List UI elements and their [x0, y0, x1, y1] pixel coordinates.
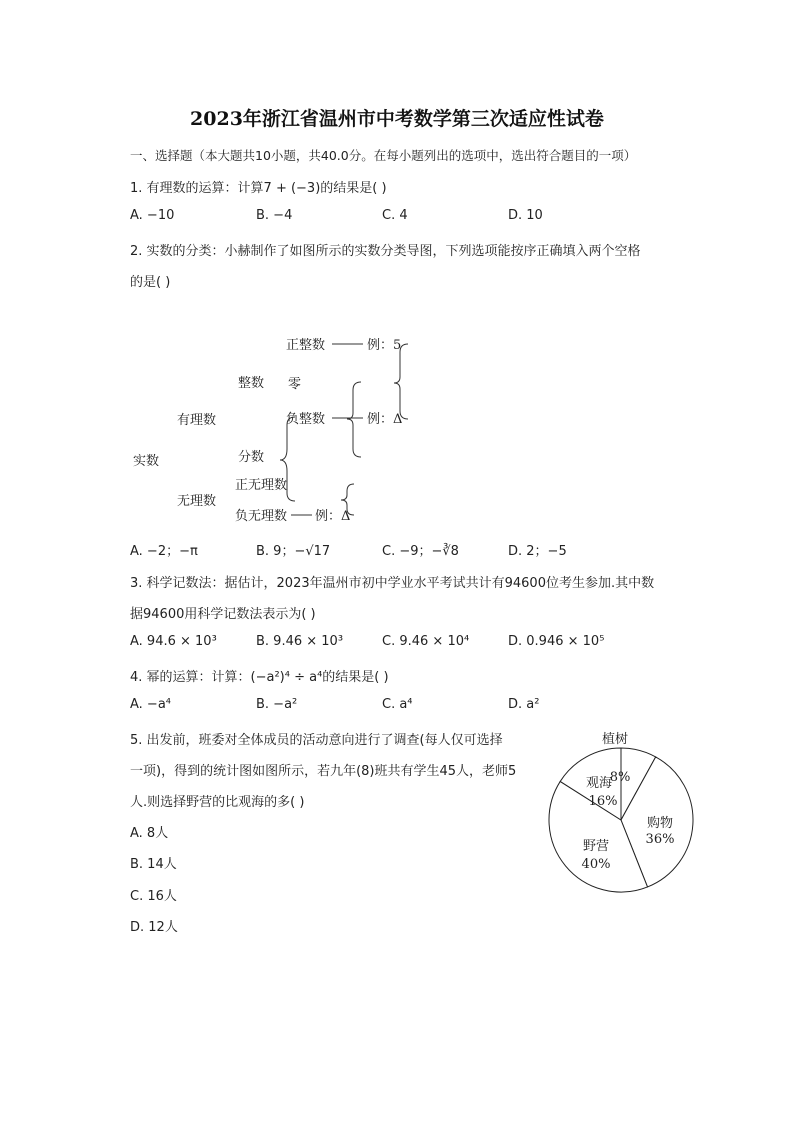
q4-option-c[interactable]: C. a⁴: [382, 697, 413, 712]
activity-pie-chart: [545, 725, 705, 905]
section-heading: 一、选择题（本大题共10小题，共40.0分。在每小题列出的选项中，选出符合题目的一项）: [130, 148, 637, 163]
tree-zero: 零: [288, 377, 302, 392]
real-number-classification-diagram: [125, 325, 425, 530]
tree-fraction: 分数: [238, 450, 265, 465]
tree-negative-irrational-example: 例：Δ: [315, 509, 351, 524]
q3-option-c[interactable]: C. 9.46 × 10⁴: [382, 634, 470, 649]
q3-option-a[interactable]: A. 94.6 × 10³: [130, 634, 217, 649]
tree-positive-integer-example: 例：5: [367, 338, 402, 353]
question-5-stem-line2: 一项)，得到的统计图如图所示，若九年(8)班共有学生45人，老师5: [130, 764, 517, 779]
tree-negative-integer: 负整数: [286, 412, 326, 427]
question-1-stem: 1. 有理数的运算：计算7 + (−3)的结果是( ): [130, 181, 387, 196]
pie-value-3: 16%: [588, 794, 618, 809]
q5-option-c[interactable]: C. 16人: [130, 889, 177, 904]
pie-value-2: 40%: [581, 857, 611, 872]
q1-option-a[interactable]: A. −10: [130, 208, 175, 223]
q2-option-d[interactable]: D. 2；−5: [508, 544, 567, 559]
tree-negative-integer-example: 例：Δ: [367, 412, 403, 427]
q3-option-b[interactable]: B. 9.46 × 10³: [256, 634, 344, 649]
q1-option-c[interactable]: C. 4: [382, 208, 408, 223]
q2-option-c[interactable]: C. −9；−∛8: [382, 544, 459, 559]
q2-option-b[interactable]: B. 9；−√17: [256, 544, 331, 559]
question-3-stem-line2: 据94600用科学记数法表示为( ): [130, 607, 316, 622]
page-title: 2023年浙江省温州市中考数学第三次适应性试卷: [190, 108, 604, 130]
question-5-stem-line3: 人.则选择野营的比观海的多( ): [130, 795, 305, 810]
question-2-stem-line2: 的是( ): [130, 275, 171, 290]
q5-option-d[interactable]: D. 12人: [130, 920, 178, 935]
q5-option-a[interactable]: A. 8人: [130, 826, 169, 841]
pie-value-1: 36%: [645, 832, 675, 847]
tree-integer: 整数: [238, 376, 265, 391]
tree-positive-integer: 正整数: [286, 338, 326, 353]
tree-irrational: 无理数: [177, 494, 217, 509]
tree-root: 实数: [133, 454, 160, 469]
pie-label-0: 植树: [601, 732, 629, 747]
q3-option-d[interactable]: D. 0.946 × 10⁵: [508, 634, 605, 649]
pie-label-3: 观海: [585, 776, 613, 791]
q1-option-d[interactable]: D. 10: [508, 208, 543, 223]
question-5-stem-line1: 5. 出发前，班委对全体成员的活动意向进行了调查(每人仅可选择: [130, 733, 503, 748]
q1-option-b[interactable]: B. −4: [256, 208, 293, 223]
q4-option-b[interactable]: B. −a²: [256, 697, 298, 712]
question-4-stem: 4. 幂的运算：计算：(−a²)⁴ ÷ a⁴的结果是( ): [130, 670, 389, 685]
q5-option-b[interactable]: B. 14人: [130, 857, 177, 872]
q4-option-a[interactable]: A. −a⁴: [130, 697, 171, 712]
pie-value-0: 8%: [609, 770, 631, 785]
q2-option-a[interactable]: A. −2；−π: [130, 544, 198, 559]
question-3-stem-line1: 3. 科学记数法：据估计，2023年温州市初中学业水平考试共计有94600位考生参加.其中数: [130, 576, 655, 591]
tree-rational: 有理数: [177, 413, 217, 428]
q4-option-d[interactable]: D. a²: [508, 697, 540, 712]
question-2-stem-line1: 2. 实数的分类：小赫制作了如图所示的实数分类导图，下列选项能按序正确填入两个空格: [130, 244, 641, 259]
pie-label-1: 购物: [646, 816, 674, 831]
pie-label-2: 野营: [582, 839, 610, 854]
tree-positive-irrational: 正无理数: [235, 478, 288, 493]
tree-negative-irrational: 负无理数: [235, 509, 288, 524]
